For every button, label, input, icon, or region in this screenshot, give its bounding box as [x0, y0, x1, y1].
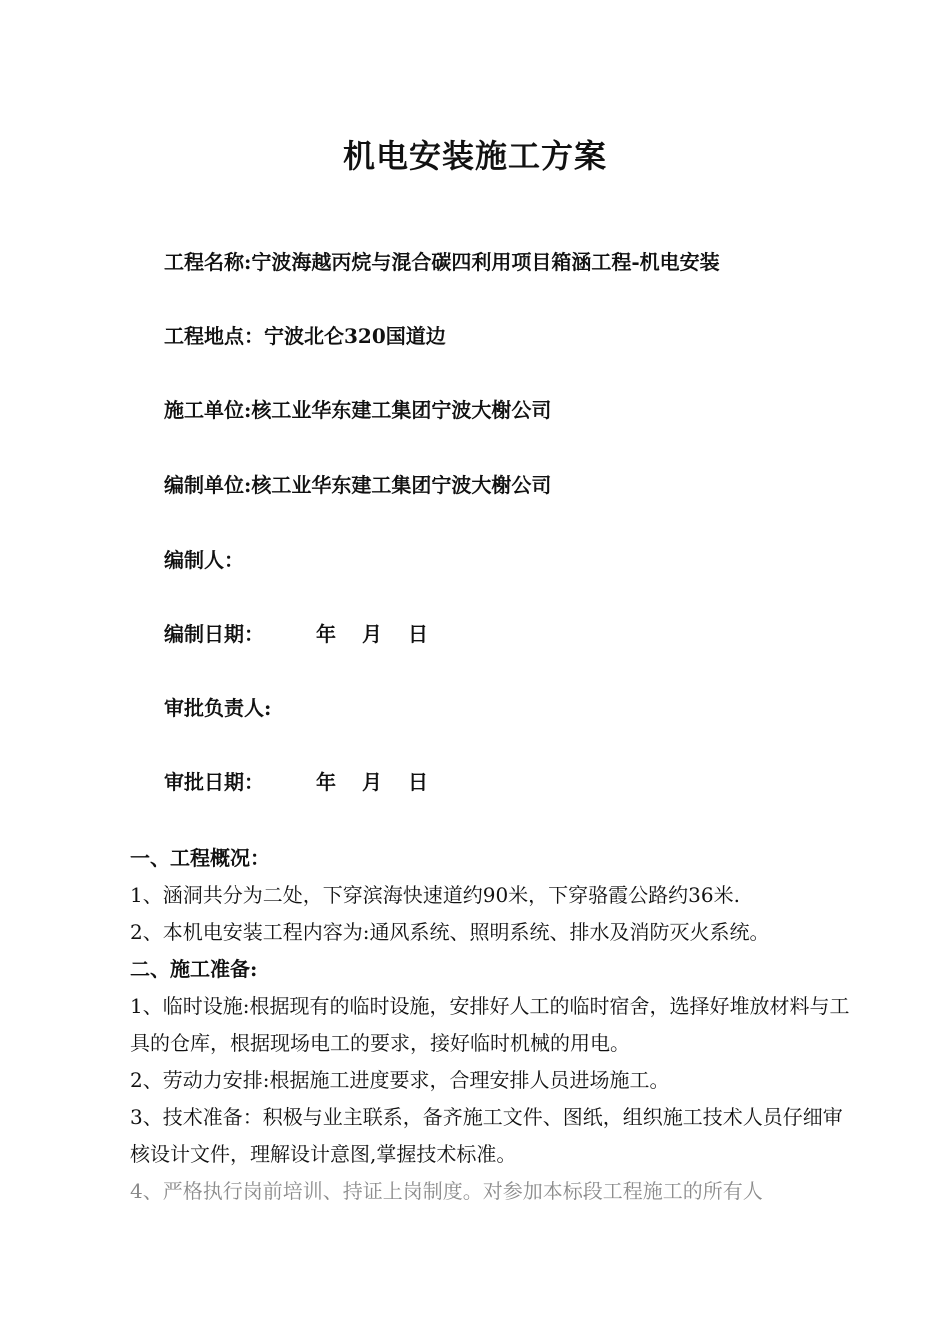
compiler-field: 编制人：	[164, 548, 244, 572]
section-1-heading: 一、工程概况：	[130, 846, 270, 870]
construction-unit: 施工单位:核工业华东建工集团宁波大榭公司	[164, 398, 552, 422]
approver-field: 审批负责人:	[164, 696, 272, 720]
compile-date-day: 日	[408, 622, 428, 646]
section-2-item-1: 1、临时设施:根据现有的临时设施，安排好人工的临时宿舍，选择好堆放材料与工具的仓库，根据现场电工的要求，接好临时机械的用电。	[130, 994, 850, 1055]
approve-date-field	[164, 768, 454, 796]
compile-date-field	[164, 620, 454, 648]
section-2-heading: 二、施工准备:	[130, 957, 258, 981]
body-text	[130, 840, 860, 1210]
approve-date-month: 月	[362, 770, 382, 794]
section-2-item-3: 3、技术准备：积极与业主联系，备齐施工文件、图纸，组织施工技术人员仔细审核设计文件，理解设计意图,掌握技术标准。	[130, 1105, 843, 1166]
compile-date-year: 年	[316, 622, 336, 646]
compiling-unit: 编制单位:核工业华东建工集团宁波大榭公司	[164, 473, 552, 497]
approve-date-year: 年	[316, 770, 336, 794]
compile-date-parts	[316, 620, 454, 648]
project-name: 工程名称:宁波海越丙烷与混合碳四利用项目箱涵工程-机电安装	[164, 250, 720, 274]
section-2-item-2: 2、劳动力安排:根据施工进度要求，合理安排人员进场施工。	[130, 1068, 670, 1092]
section-2-item-4: 4、严格执行岗前培训、持证上岗制度。对参加本标段工程施工的所有人	[130, 1179, 763, 1203]
project-location: 工程地点：宁波北仑320国道边	[164, 324, 446, 348]
section-1-item-1: 1、涵洞共分为二处，下穿滨海快速道约90米，下穿骆霞公路约36米.	[130, 883, 740, 907]
section-1-item-2: 2、本机电安装工程内容为:通风系统、照明系统、排水及消防灭火系统。	[130, 920, 770, 944]
approve-date-day: 日	[408, 770, 428, 794]
compile-date-label: 编制日期：	[164, 622, 264, 646]
document-title: 机电安装施工方案	[342, 137, 607, 175]
approve-date-parts	[316, 768, 454, 796]
approve-date-label: 审批日期：	[164, 770, 264, 794]
compile-date-month: 月	[362, 622, 382, 646]
